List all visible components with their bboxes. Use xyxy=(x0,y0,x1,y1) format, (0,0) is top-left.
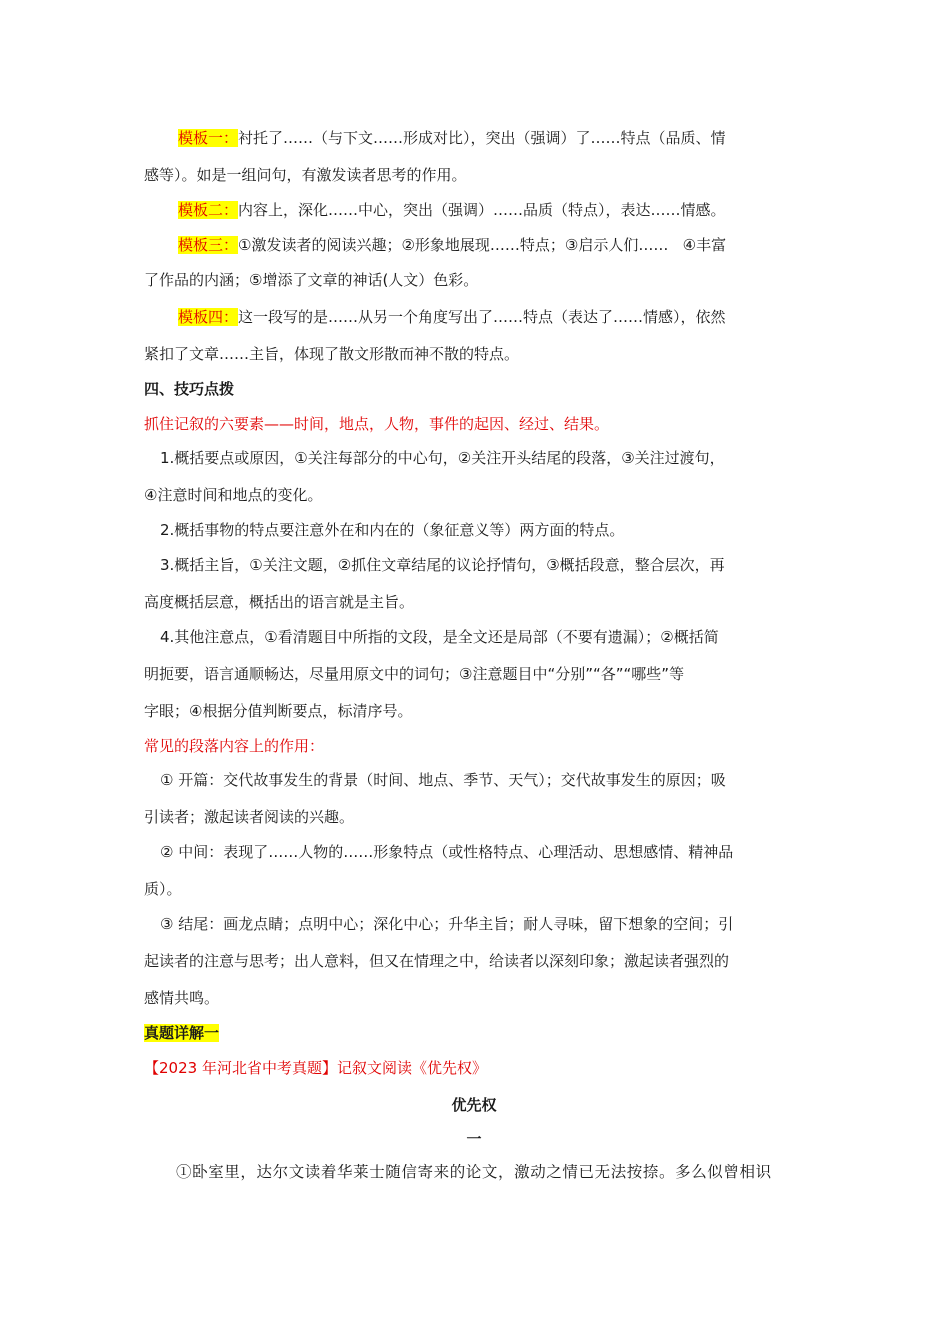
middle-line2: 质）。 xyxy=(144,880,182,898)
template-4-line xyxy=(178,306,808,328)
exam-source: 【2023 年河北省中考真题】记叙文阅读《优先权》 xyxy=(144,1059,487,1077)
opening-line1: ① 开篇：交代故事发生的背景（时间、地点、季节、天气）；交代故事发生的原因；吸 xyxy=(160,771,726,789)
paragraph-function-heading: 常见的段落内容上的作用： xyxy=(144,737,325,755)
exam-badge-line xyxy=(144,1022,804,1044)
template-1-line xyxy=(178,127,808,149)
exam-badge: 真题详解一 xyxy=(144,1024,220,1042)
template-2-label: 模板二： xyxy=(178,201,239,219)
template-1-line2: 感等）。如是一组问句，有激发读者思考的作用。 xyxy=(144,166,467,184)
section-heading: 四、技巧点拨 xyxy=(144,380,235,398)
tip-3-line2: 高度概括层意，概括出的语言就是主旨。 xyxy=(144,593,415,611)
article-first-line: ①卧室里，达尔文读着华莱士随信寄来的论文，激动之情已无法按捺。多么似曾相识 xyxy=(176,1163,772,1181)
tip-4-line2: 明扼要，语言通顺畅达，尽量用原文中的词句；③注意题目中“分别”“各”“哪些”等 xyxy=(144,665,685,683)
template-2-text: 内容上，深化……中心，突出（强调）……品质（特点），表达……情感。 xyxy=(238,201,726,219)
tip-1-line1: 1.概括要点或原因，①关注每部分的中心句，②关注开头结尾的段落，③关注过渡句， xyxy=(160,449,725,467)
tip-3-line1: 3.概括主旨，①关注文题，②抓住文章结尾的议论抒情句，③概括段意，整合层次，再 xyxy=(160,556,725,574)
template-2-line xyxy=(178,199,808,221)
middle-line1: ② 中间：表现了……人物的……形象特点（或性格特点、心理活动、思想感情、精神品 xyxy=(160,843,734,861)
template-4-line2: 紧扣了文章……主旨，体现了散文形散而神不散的特点。 xyxy=(144,345,520,363)
template-3-line2: 了作品的内涵；⑤增添了文章的神话(人文）色彩。 xyxy=(144,271,479,289)
template-3-line xyxy=(178,234,808,256)
template-3-text: ①激发读者的阅读兴趣；②形象地展现……特点；③启示人们…… ④丰富 xyxy=(238,236,727,254)
template-1-label: 模板一： xyxy=(178,129,239,147)
ending-line2: 起读者的注意与思考；出人意料，但又在情理之中，给读者以深刻印象；激起读者强烈的 xyxy=(144,952,730,970)
tip-4-line1: 4.其他注意点，①看清题目中所指的文段，是全文还是局部（不要有遗漏）；②概括简 xyxy=(160,628,719,646)
tip-4-line3: 字眼；④根据分值判断要点，标清序号。 xyxy=(144,702,413,720)
template-1-text: 衬托了……（与下文……形成对比），突出（强调）了……特点（品质、情 xyxy=(238,129,726,147)
template-4-label: 模板四： xyxy=(178,308,239,326)
tip-2-line1: 2.概括事物的特点要注意外在和内在的（象征意义等）两方面的特点。 xyxy=(160,521,625,539)
article-part-number: 一 xyxy=(466,1130,482,1148)
tip-1-line2: ④注意时间和地点的变化。 xyxy=(144,486,323,504)
ending-line1: ③ 结尾：画龙点睛；点明中心；深化中心；升华主旨；耐人寻味，留下想象的空间；引 xyxy=(160,915,734,933)
article-title: 优先权 xyxy=(451,1096,497,1114)
ending-line3: 感情共鸣。 xyxy=(144,989,220,1007)
opening-line2: 引读者；激起读者阅读的兴趣。 xyxy=(144,808,355,826)
six-elements-intro: 抓住记叙的六要素——时间，地点，人物，事件的起因、经过、结果。 xyxy=(144,415,610,433)
template-3-label: 模板三： xyxy=(178,236,239,254)
template-4-text: 这一段写的是……从另一个角度写出了……特点（表达了……情感），依然 xyxy=(238,308,726,326)
